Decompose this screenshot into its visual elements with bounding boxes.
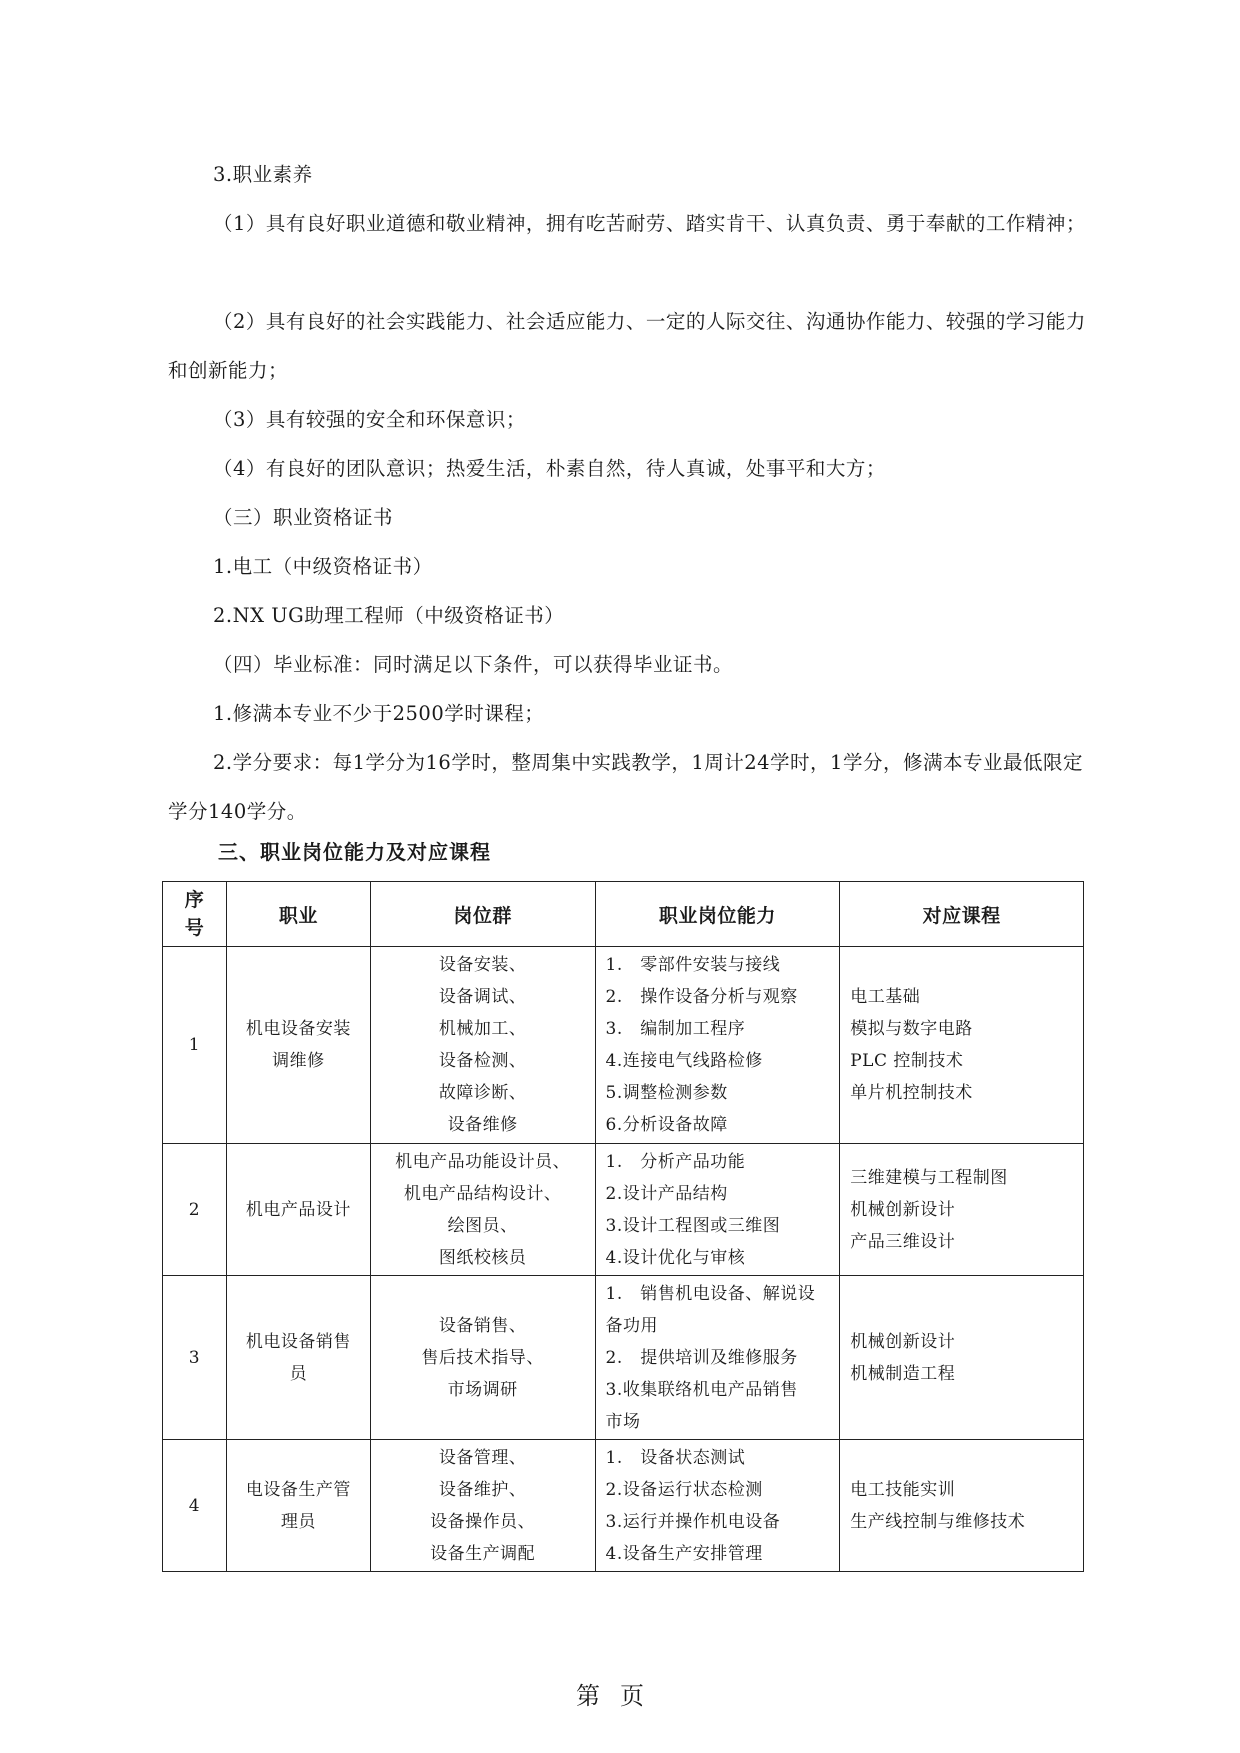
course-line: 机械创新设计	[850, 1331, 956, 1352]
paragraph-item-1	[168, 199, 1088, 248]
group-line: 设备安装、	[438, 955, 527, 975]
job-ability-table	[162, 881, 1084, 1572]
course-line: 单片机控制技术	[850, 1083, 973, 1103]
table-header-row	[163, 882, 1084, 947]
cell-job	[226, 1144, 370, 1276]
cell-group	[370, 1440, 595, 1572]
text-line: 3.职业素养	[213, 163, 313, 186]
paragraph-grad-2	[168, 738, 1088, 836]
ability-line: 6.分析设备故障	[605, 1115, 728, 1135]
cell-job	[226, 1440, 370, 1572]
text-line: 1.电工（中级资格证书）	[213, 555, 433, 578]
cell-course	[840, 947, 1084, 1144]
group-line: 机电产品功能设计员、	[395, 1151, 571, 1172]
ability-line: 4.连接电气线路检修	[605, 1051, 763, 1071]
group-line: 机电产品结构设计、	[403, 1183, 562, 1204]
table-row	[163, 1276, 1084, 1440]
ability-line: 2.设备运行状态检测	[605, 1479, 763, 1500]
course-line: PLC 控制技术	[850, 1051, 964, 1071]
ability-line: 3.运行并操作机电设备	[605, 1511, 781, 1532]
paragraph-title-professional-quality	[168, 150, 1088, 199]
header-seq	[163, 882, 227, 947]
page-footer: 第页	[576, 1682, 664, 1710]
group-line: 设备检测、	[438, 1051, 527, 1071]
cell-course	[840, 1144, 1084, 1276]
table-row	[163, 1144, 1084, 1276]
group-line: 设备生产调配	[430, 1543, 536, 1564]
ability-line: 1. 分析产品功能	[605, 1151, 746, 1172]
job-line: 机电设备销售	[245, 1331, 351, 1352]
cell-ability	[595, 1440, 840, 1572]
course-line: 产品三维设计	[850, 1231, 956, 1252]
job-line: 员	[289, 1363, 308, 1384]
ability-line: 1. 销售机电设备、解说设	[605, 1283, 816, 1304]
group-line: 故障诊断、	[438, 1083, 527, 1103]
paragraph-grad-1	[168, 689, 1088, 738]
paragraph-certificates-heading	[168, 493, 1088, 542]
job-line: 机电产品设计	[245, 1199, 351, 1220]
group-line: 设备调试、	[438, 987, 527, 1007]
header-seq-line-2: 号	[184, 917, 205, 939]
ability-line: 5.调整检测参数	[605, 1083, 728, 1103]
cell-ability	[595, 1276, 840, 1440]
header-ability: 职业岗位能力	[595, 882, 840, 947]
group-line: 绘图员、	[447, 1215, 518, 1236]
ability-line: 市场	[605, 1411, 641, 1432]
ability-line: 2. 操作设备分析与观察	[605, 987, 798, 1007]
job-line: 调维修	[272, 1051, 325, 1071]
job-line: 机电设备安装	[245, 1019, 351, 1039]
text-line: （3）具有较强的安全和环保意识；	[213, 408, 526, 431]
group-line: 售后技术指导、	[421, 1347, 544, 1368]
group-line: 机械加工、	[438, 1019, 527, 1039]
ability-line: 3. 编制加工程序	[605, 1019, 746, 1039]
group-line: 设备维护、	[438, 1479, 527, 1500]
group-line: 设备操作员、	[430, 1511, 536, 1532]
group-line: 设备销售、	[438, 1315, 527, 1336]
header-job: 职业	[226, 882, 370, 947]
group-line: 设备管理、	[438, 1447, 527, 1468]
cell-seq: 3	[163, 1276, 227, 1440]
table-row	[163, 1440, 1084, 1572]
ability-line: 3.设计工程图或三维图	[605, 1215, 781, 1236]
cell-seq: 4	[163, 1440, 227, 1572]
paragraph-graduation-standard	[168, 640, 1088, 689]
cell-course	[840, 1276, 1084, 1440]
cell-seq: 2	[163, 1144, 227, 1276]
course-line: 电工技能实训	[850, 1479, 956, 1500]
text-line: 2.学分要求：每1学分为16学时，整周集中实践教学，1周计24学时，1学分，修满本专业最低限定学分140学分。	[168, 751, 1083, 823]
text-line: （1）具有良好职业道德和敬业精神，拥有吃苦耐劳、踏实肯干、认真负责、勇于奉献的工作精神；	[213, 212, 1086, 235]
header-seq-line-1: 序	[184, 889, 205, 911]
ability-line: 4.设备生产安排管理	[605, 1543, 763, 1564]
cell-group	[370, 947, 595, 1144]
ability-line: 备功用	[605, 1315, 658, 1336]
cell-group	[370, 1144, 595, 1276]
ability-line: 4.设计优化与审核	[605, 1247, 746, 1268]
ability-line: 1. 设备状态测试	[605, 1447, 746, 1468]
cell-group	[370, 1276, 595, 1440]
cell-job	[226, 947, 370, 1144]
job-line: 电设备生产管	[245, 1479, 351, 1500]
course-line: 模拟与数字电路	[850, 1019, 973, 1039]
course-line: 生产线控制与维修技术	[850, 1511, 1026, 1532]
text-line: 1.修满本专业不少于2500学时课程；	[213, 702, 545, 725]
paragraph-cert-1	[168, 542, 1088, 591]
cell-ability	[595, 1144, 840, 1276]
group-line: 图纸校核员	[438, 1247, 527, 1268]
text-line: （4）有良好的团队意识；热爱生活，朴素自然，待人真诚，处事平和大方；	[213, 457, 886, 480]
header-group: 岗位群	[370, 882, 595, 947]
ability-line: 3.收集联络机电产品销售	[605, 1379, 798, 1400]
text-line: （三）职业资格证书	[213, 506, 394, 529]
course-line: 机械创新设计	[850, 1199, 956, 1220]
cell-job	[226, 1276, 370, 1440]
table-row	[163, 947, 1084, 1144]
ability-line: 2. 提供培训及维修服务	[605, 1347, 798, 1368]
course-line: 三维建模与工程制图	[850, 1167, 1008, 1188]
ability-line: 2.设计产品结构	[605, 1183, 728, 1204]
course-line: 电工基础	[850, 987, 921, 1007]
paragraph-cert-2	[168, 591, 1088, 640]
section-heading: 三、职业岗位能力及对应课程	[218, 840, 491, 864]
paragraph-item-3	[168, 395, 1088, 444]
cell-ability	[595, 947, 840, 1144]
cell-seq: 1	[163, 947, 227, 1144]
text-line: 2.NX UG助理工程师（中级资格证书）	[213, 604, 565, 627]
group-line: 市场调研	[447, 1379, 518, 1400]
ability-line: 1. 零部件安装与接线	[605, 955, 781, 975]
cell-course	[840, 1440, 1084, 1572]
paragraph-item-4	[168, 444, 1088, 493]
paragraph-item-2	[168, 297, 1088, 395]
text-line: （2）具有良好的社会实践能力、社会适应能力、一定的人际交往、沟通协作能力、较强的学习能力和创新能力；	[168, 310, 1086, 382]
group-line: 设备维修	[447, 1115, 518, 1135]
header-course: 对应课程	[840, 882, 1084, 947]
course-line: 机械制造工程	[850, 1363, 956, 1384]
job-line: 理员	[280, 1511, 316, 1532]
text-line: （四）毕业标准：同时满足以下条件，可以获得毕业证书。	[213, 653, 734, 676]
